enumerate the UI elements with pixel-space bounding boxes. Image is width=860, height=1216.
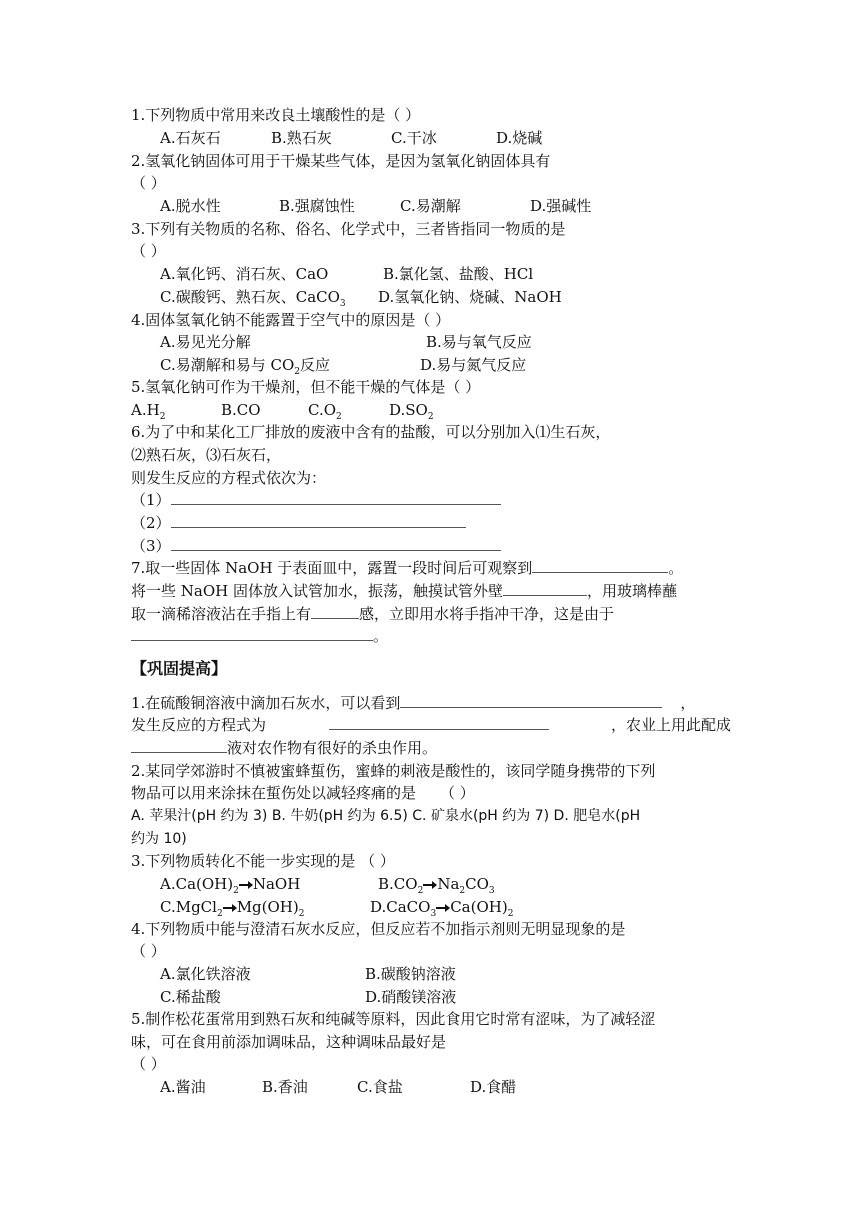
p2-q5-paren: （ ） xyxy=(131,1055,166,1073)
arrow-icon xyxy=(423,880,437,890)
q5-stem: 5.氢氧化钠可作为干燥剂，但不能干燥的气体是（ ） xyxy=(131,378,481,396)
q6-blank-3: （3） xyxy=(131,535,501,557)
p2-q3-option-b: $B.CO_2$ $Na_2CO_3$ xyxy=(378,875,495,896)
p2-q3-option-a: $A.Ca(OH)_2$ NaOH xyxy=(160,875,301,896)
answer-blank[interactable] xyxy=(503,580,587,596)
p2-q1-line3: 液对农作物有很好的杀虫作用。 xyxy=(131,737,437,759)
q2-paren: （ ） xyxy=(131,174,166,192)
answer-blank[interactable] xyxy=(171,512,466,528)
q7-line3: 取一滴稀溶液沾在手指上有 感，立即用水将手指冲干净，这是由于 xyxy=(131,605,615,623)
q4-stem: 4.固体氢氧化钠不能露置于空气中的原因是（ ） xyxy=(131,311,451,329)
q2-stem: 2.氢氧化钠固体可用于干燥某些气体，是因为氢氧化钠固体具有 xyxy=(131,152,551,170)
p2-q5-option-a: A.酱油 xyxy=(160,1078,206,1096)
p2-q5-option-b: B.香油 xyxy=(262,1078,308,1096)
q5-option-b: B.CO xyxy=(221,401,261,419)
answer-blank[interactable] xyxy=(131,625,373,641)
section-title: 【巩固提高】 xyxy=(131,659,228,678)
q3-option-a: A.氧化钙、消石灰、CaO xyxy=(160,265,329,283)
answer-blank[interactable] xyxy=(400,692,662,708)
p2-q2-options-line2: 约为 10) xyxy=(131,831,187,847)
arrow-icon xyxy=(223,903,237,913)
q5-option-a: $A.H_2$ xyxy=(131,401,166,422)
answer-blank[interactable] xyxy=(311,603,359,619)
q3-paren: （ ） xyxy=(131,242,166,260)
p2-q4-option-b: B.碳酸钠溶液 xyxy=(365,965,456,983)
p2-q5-option-d: D.食醋 xyxy=(470,1078,517,1096)
q5-option-d: $D.SO_2$ xyxy=(389,401,434,422)
p2-q3-option-c: C.MgCl$_2$ $Mg(OH)_2$ xyxy=(160,898,305,919)
q7-line4: 。 xyxy=(131,625,388,647)
q1-option-c: C.干冰 xyxy=(391,129,437,147)
p2-q4-option-c: C.稀盐酸 xyxy=(160,988,221,1006)
q1-option-d: D.烧碱 xyxy=(496,129,543,147)
q1-option-b: B.熟石灰 xyxy=(271,129,332,147)
q1-stem: 1.下列物质中常用来改良土壤酸性的是（ ） xyxy=(131,106,421,124)
q5-option-c: $C.O_2$ xyxy=(308,401,342,422)
p2-q5-line1: 5.制作松花蛋常用到熟石灰和纯碱等原料，因此食用它时常有涩味，为了减轻涩 xyxy=(131,1010,656,1028)
q6-line3: 则发生反应的方程式依次为： xyxy=(131,469,327,487)
q4-option-b: B.易与氧气反应 xyxy=(426,333,532,351)
q6-blank-1: （1） xyxy=(131,489,501,511)
q2-option-d: D.强碱性 xyxy=(530,197,592,215)
p2-q4-option-d: D.硝酸镁溶液 xyxy=(365,988,457,1006)
p2-q2-line1: 2.某同学郊游时不慎被蜜蜂蜇伤，蜜蜂的刺液是酸性的，该同学随身携带的下列 xyxy=(131,762,656,780)
answer-blank[interactable] xyxy=(131,737,227,753)
q3-stem: 3.下列有关物质的名称、俗名、化学式中，三者皆指同一物质的是 xyxy=(131,220,566,238)
p2-q1-line1: 1.在硫酸铜溶液中滴加石灰水，可以看到 ， xyxy=(131,694,696,712)
p2-q2-options-line1: A. 苹果汁(pH 约为 3) B. 牛奶(pH 约为 6.5) C. 矿泉水(pH 约为 7) D. 肥皂水(pH xyxy=(131,808,641,824)
q3-option-c: C.碳酸钙、熟石灰、CaCO$_3$ xyxy=(160,288,346,309)
answer-blank[interactable] xyxy=(532,557,668,573)
q7-line2: 将一些 NaOH 固体放入试管加水，振荡，触摸试管外壁 ，用玻璃棒蘸 xyxy=(131,582,678,600)
p2-q4-option-a: A.氯化铁溶液 xyxy=(160,965,251,983)
p2-q5-line2: 味，可在食用前添加调味品，这种调味品最好是 xyxy=(131,1033,447,1051)
q3-option-d: D.氢氧化钠、烧碱、NaOH xyxy=(378,288,562,306)
q3-option-b: B.氯化氢、盐酸、HCl xyxy=(383,265,534,283)
q6-line1: 6.为了中和某化工厂排放的废液中含有的盐酸，可以分别加入⑴生石灰， xyxy=(131,423,611,441)
q4-option-d: D.易与氮气反应 xyxy=(420,356,527,374)
q2-option-c: C.易潮解 xyxy=(400,197,461,215)
p2-q3-stem: 3.下列物质转化不能一步实现的是 （ ） xyxy=(131,852,395,870)
q1-option-a: A.石灰石 xyxy=(160,129,221,147)
p2-q4-paren: （ ） xyxy=(131,942,166,960)
p2-q2-line2: 物品可以用来涂抹在蜇伤处以减轻疼痛的是 （ ） xyxy=(131,784,475,802)
p2-q1-line2: 发生反应的方程式为 ，农业上用此配成 xyxy=(131,716,731,734)
q4-option-a: A.易见光分解 xyxy=(160,333,251,351)
answer-blank[interactable] xyxy=(171,489,501,505)
arrow-icon xyxy=(436,903,450,913)
q7-line1: 7.取一些固体 NaOH 于表面皿中，露置一段时间后可观察到 。 xyxy=(131,559,684,577)
q6-blank-2: （2） xyxy=(131,512,466,534)
q2-option-b: B.强腐蚀性 xyxy=(279,197,355,215)
q6-line2: ⑵熟石灰，⑶石灰石， xyxy=(131,446,282,464)
answer-blank[interactable] xyxy=(171,535,501,551)
arrow-icon xyxy=(239,880,253,890)
q2-option-a: A.脱水性 xyxy=(160,197,221,215)
q4-option-c: C.易潮解和易与 $CO_2$反应 xyxy=(160,356,331,377)
answer-blank[interactable] xyxy=(329,714,549,730)
p2-q4-stem: 4.下列物质中能与澄清石灰水反应，但反应若不加指示剂则无明显现象的是 xyxy=(131,920,626,938)
p2-q5-option-c: C.食盐 xyxy=(357,1078,403,1096)
p2-q3-option-d: D.CaCO$_3$ $Ca(OH)_2$ xyxy=(370,898,514,919)
